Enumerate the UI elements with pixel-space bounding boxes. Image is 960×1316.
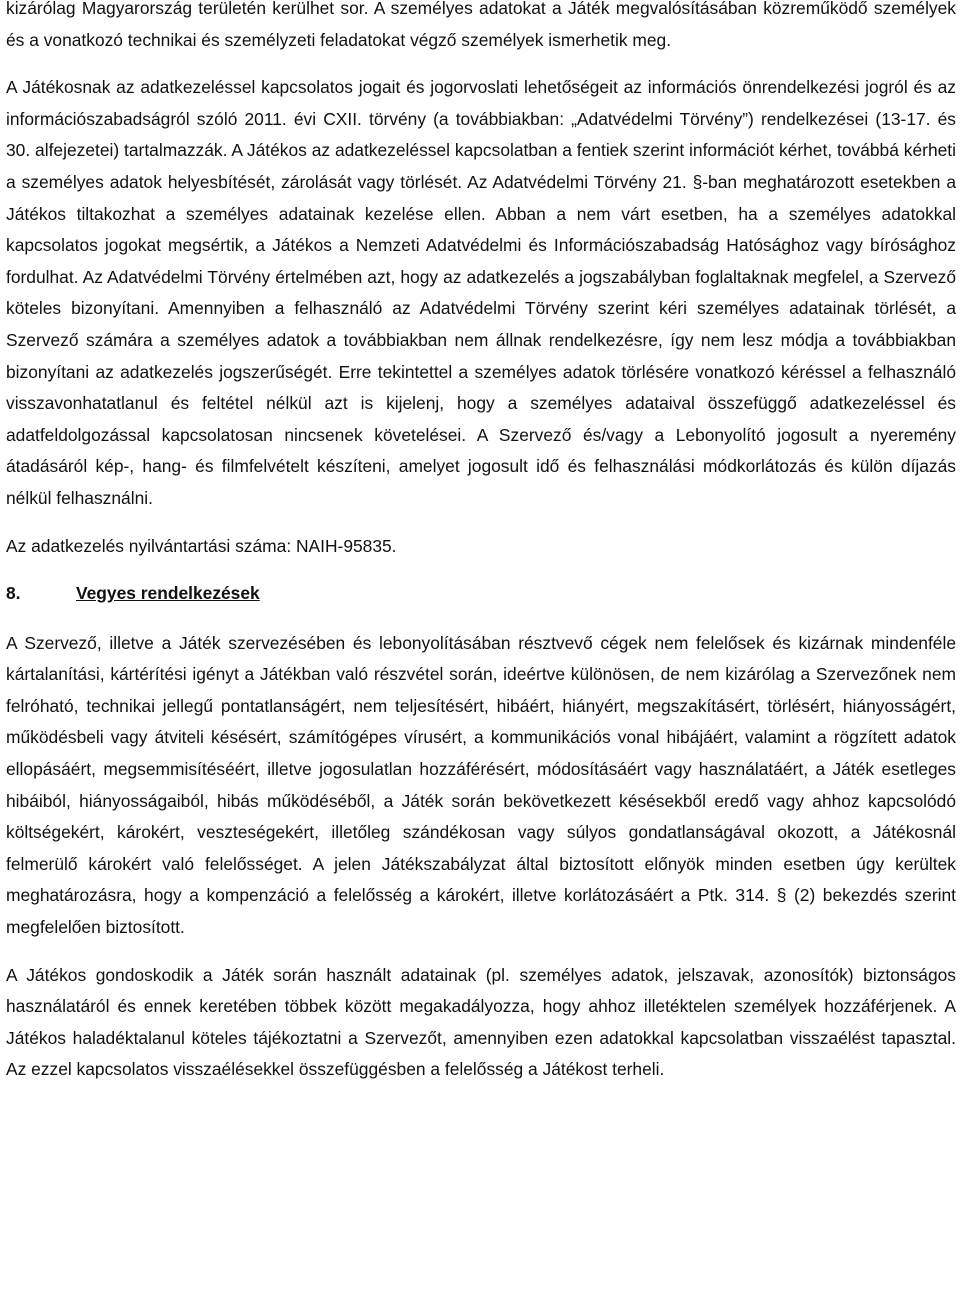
- paragraph-player-data-security: A Játékos gondoskodik a Játék során használt adatainak (pl. személyes adatok, jelszavak, azonosítók) biztonságos használatáról és ennek keretében többek között megakadályozza, hogy ahhoz illetéktelen személyek hozzáférjenek. A Játékos haladéktalanul köteles tájékoztatni a Szervezőt, amennyiben ezen adatokkal kapcsolatban visszaélést tapasztal. Az ezzel kapcsolatos visszaélésekkel összefüggésben a felelősség a Játékost terheli.: [6, 964, 956, 1080]
- paragraph-data-protection-rights: A Játékosnak az adatkezeléssel kapcsolatos jogait és jogorvoslati lehetőségeit az információs önrendelkezési jogról és az információszabadságról szóló 2011. évi CXII. törvény (a továbbiakban: „Adatvédelmi Törvény”) rendelkezései (13-17. és 30. alfejezetei) tartalmazzák. A Játékos az adatkezeléssel kapcsolatban a fentiek szerint információt kérhet, továbbá kérheti a személyes adatok helyesbítését, zárolását vagy törlését. Az Adatvédelmi Törvény 21. §-ban meghatározott esetekben a Játékos tiltakozhat a személyes adatainak kezelése ellen. Abban a nem várt esetben, ha a személyes adatokkal kapcsolatos jogokat megsértik, a Játékos a Nemzeti Adatvédelmi és Információszabadság Hatósághoz vagy bírósághoz fordulhat. Az Adatvédelmi Törvény értelmében azt, hogy az adatkezelés a jogszabályban foglaltaknak megfelel, a Szervező köteles bizonyítani. Amennyiben a felhasználó az Adatvédelmi Törvény szerint kéri személyes adatainak törlését, a Szervező számára a személyes adatok a továbbiakban nem állnak rendelkezésre, így nem lesz módja a továbbiakban bizonyítani az adatkezelés jogszerűségét. Erre tekintettel a személyes adatok törlésére vonatkozó kéréssel a felhasználó visszavonhatatlanul és feltétel nélkül azt is kijelenj, hogy a személyes adataival összefüggő adatkezeléssel és adatfeldolgozással kapcsolatosan nincsenek követelései. A Szervező és/vagy a Lebonyolító jogosult a nyeremény átadásáról kép-, hang- és filmfelvételt készíteni, amelyet jogosult idő és felhasználási módkorlátozás és külön díjazás nélkül felhasználni.: [6, 77, 956, 508]
- section-title: Vegyes rendelkezések: [76, 583, 260, 604]
- paragraph-liability-disclaimer: A Szervező, illetve a Játék szervezésében és lebonyolításában résztvevő cégek nem felelősek és kizárnak mindenféle kártalanítási, kártérítési igényt a Játékban való részvétel során, ideértve különösen, de nem kizárólag a Szervezőnek nem felróható, technikai jellegű pontatlanságért, nem teljesítésért, hibáért, hiányért, megszakításért, törlésért, hiányosságért, működésbeli vagy átviteli késésért, számítógépes vírusért, a kommunikációs vonal hibájáért, valamint a rögzített adatok ellopásáért, megsemmisítéséért, illetve jogosulatlan hozzáférésért, módosításáért vagy használatáért, a Játék esetleges hibáiból, hiányosságaiból, hibás működéséből, a Játék során bekövetkezett késésekből eredő vagy ahhoz kapcsolódó költségekért, károkért, veszteségekért, illetőleg szándékosan vagy súlyos gondatlanságával okozott, a Játékosnál felmerülő károkért való felelősséget. A jelen Játékszabályzat által biztosított előnyök minden esetben úgy kerültek meghatározásra, hogy a kompenzáció a felelősség a károkért, illetve korlátozásáért a Ptk. 314. § (2) bekezdés szerint megfelelően biztosított.: [6, 632, 956, 938]
- section-number: 8.: [6, 583, 21, 604]
- paragraph-access-to-data: kizárólag Magyarország területén kerülhet sor. A személyes adatokat a Játék megvalósításában közreműködő személyek és a vonatkozó technikai és személyzeti feladatokat végző személyek ismerhetik meg.: [6, 0, 956, 50]
- section-heading: [6, 578, 956, 610]
- paragraph-registration-number: Az adatkezelés nyilvántartási száma: NAIH-95835.: [6, 535, 397, 556]
- document-page: [6, 0, 956, 1086]
